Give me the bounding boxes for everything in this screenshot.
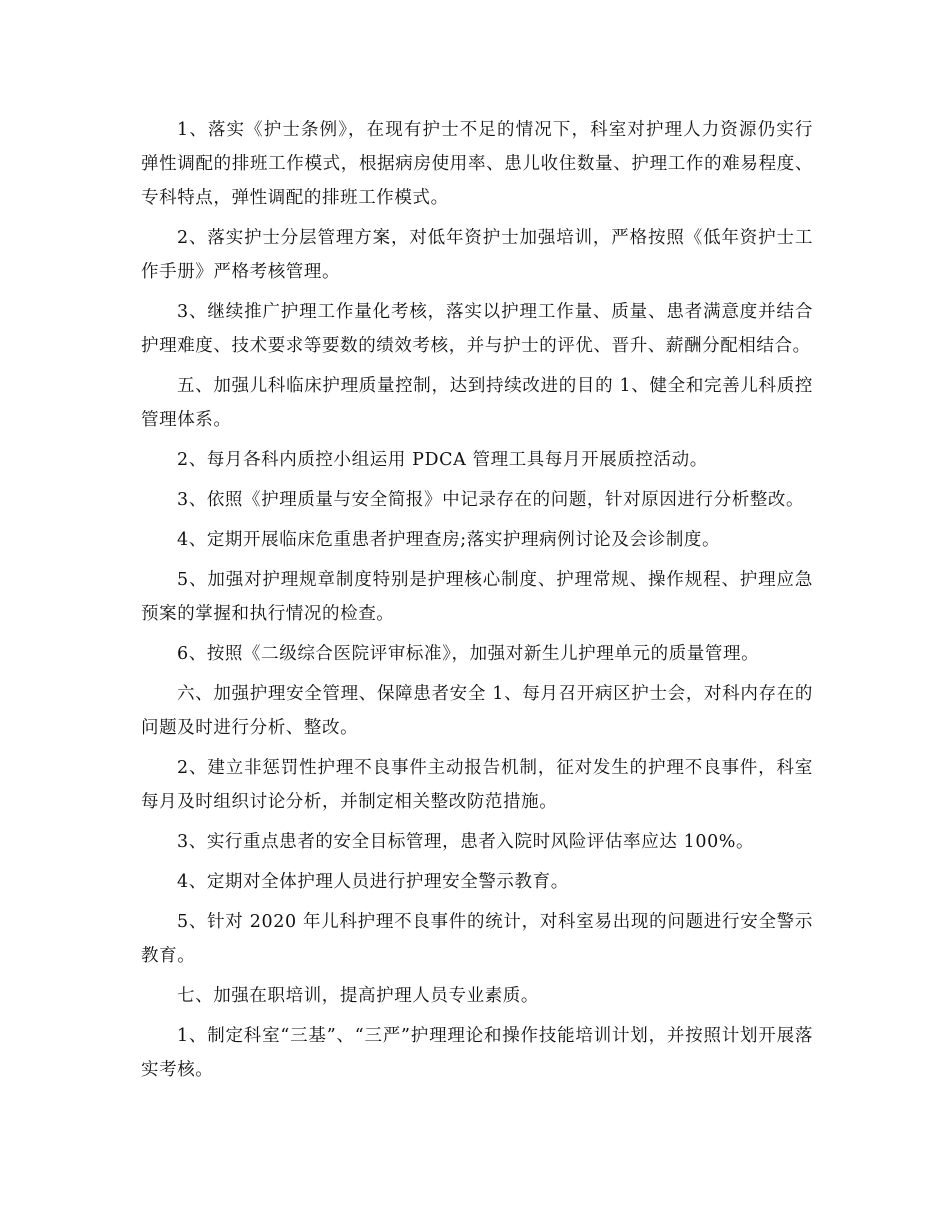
paragraph-3: 3、继续推广护理工作量化考核，落实以护理工作量、质量、患者满意度并结合护理难度、技术要求等要数的绩效考核，并与护士的评优、晋升、薪酬分配相结合。 bbox=[141, 302, 813, 356]
paragraph-8: 5、加强对护理规章制度特别是护理核心制度、护理常规、操作规程、护理应急预案的掌握和执行情况的检查。 bbox=[141, 570, 813, 624]
paragraph-9: 6、按照《二级综合医院评审标准》，加强对新生儿护理单元的质量管理。 bbox=[177, 644, 760, 664]
paragraph-16: 1、制定科室“三基”、“三严”护理理论和操作技能培训计划，并按照计划开展落实考核。 bbox=[141, 1026, 813, 1080]
paragraph-7: 4、定期开展临床危重患者护理查房;落实护理病例讨论及会诊制度。 bbox=[177, 530, 721, 550]
document-body bbox=[141, 113, 813, 1093]
paragraph-2: 2、落实护士分层管理方案，对低年资护士加强培训，严格按照《低年资护士工作手册》严格考核管理。 bbox=[141, 228, 813, 282]
paragraph-12: 3、实行重点患者的安全目标管理，患者入院时风险评估率应达 100%。 bbox=[177, 832, 755, 852]
paragraph-13: 4、定期对全体护理人员进行护理安全警示教育。 bbox=[177, 872, 569, 892]
paragraph-1: 1、落实《护士条例》，在现有护士不足的情况下，科室对护理人力资源仍实行弹性调配的排班工作模式，根据病房使用率、患儿收住数量、护理工作的难易程度、专科特点，弹性调配的排班工作模式。 bbox=[141, 120, 813, 208]
section-5-heading-paragraph: 五、加强儿科临床护理质量控制，达到持续改进的目的 1、健全和完善儿科质控管理体系。 bbox=[141, 376, 813, 430]
section-6-heading-paragraph: 六、加强护理安全管理、保障患者安全 1、每月召开病区护士会，对科内存在的问题及时进行分析、整改。 bbox=[141, 684, 813, 738]
section-7-heading: 七、加强在职培训，提高护理人员专业素质。 bbox=[177, 986, 539, 1006]
paragraph-14: 5、针对 2020 年儿科护理不良事件的统计，对科室易出现的问题进行安全警示教育。 bbox=[141, 912, 813, 966]
paragraph-5: 2、每月各科内质控小组运用 PDCA 管理工具每月开展质控活动。 bbox=[177, 450, 708, 470]
paragraph-6: 3、依照《护理质量与安全简报》中记录存在的问题，针对原因进行分析整改。 bbox=[177, 490, 805, 510]
paragraph-11: 2、建立非惩罚性护理不良事件主动报告机制，征对发生的护理不良事件，科室每月及时组织讨论分析，并制定相关整改防范措施。 bbox=[141, 758, 813, 812]
